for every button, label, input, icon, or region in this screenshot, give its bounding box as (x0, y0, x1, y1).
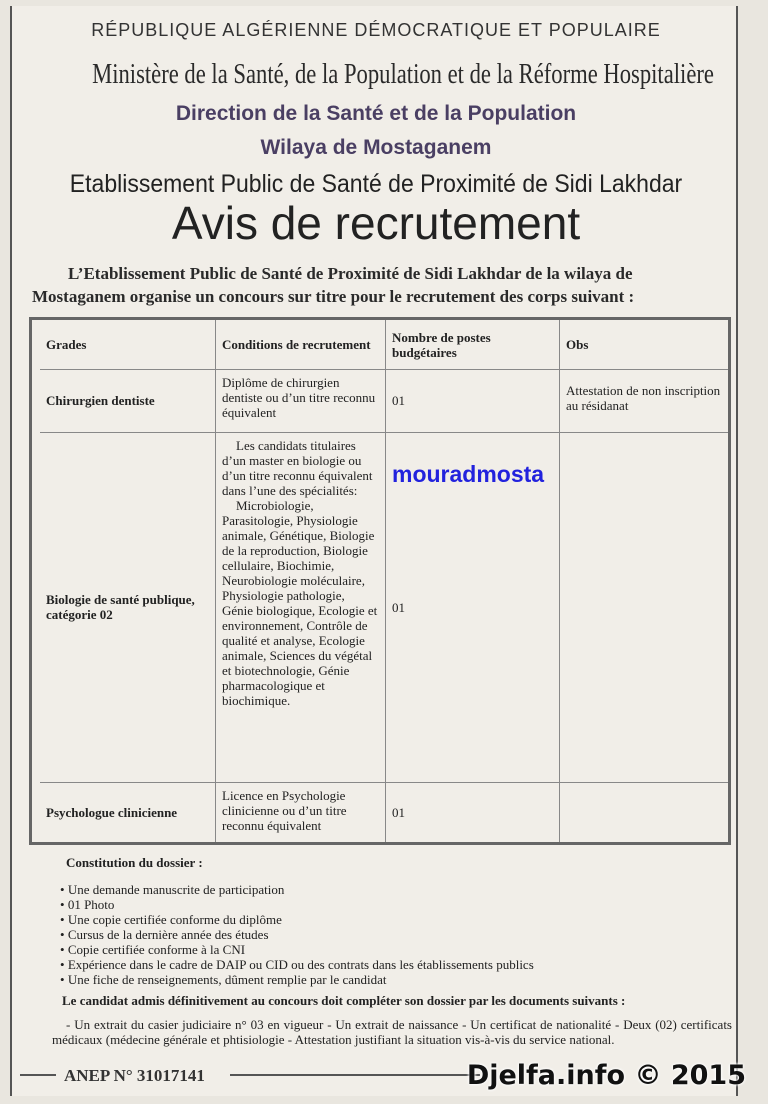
dossier-title: Constitution du dossier : (66, 855, 203, 870)
header-obs: Obs (566, 337, 589, 352)
list-item: • Copie certifiée conforme à la CNI (60, 942, 732, 957)
posts-cell: 01 (386, 369, 560, 432)
page-title: Avis de recrutement (171, 197, 581, 249)
grade-cell: Psychologue clinicienne (40, 782, 216, 842)
divider (20, 1074, 56, 1076)
direction-header: Direction de la Santé et de la Population (175, 102, 577, 125)
documents-text: - Un extrait du casier judiciaire n° 03 en vigueur - Un extrait de naissance - Un certificat de nationalité - Deux (02) certificats médicaux (médecine générale et phtisiologie - Attestation justifiant la situation vis-à-vis du service national. (52, 1017, 732, 1047)
dossier-list (60, 882, 732, 987)
list-item: • Une copie certifiée conforme du diplôme (60, 912, 732, 927)
grade-cell: Biologie de santé publique, catégorie 02 (40, 432, 216, 782)
list-item: • 01 Photo (60, 897, 732, 912)
table-row (40, 369, 728, 433)
conditions-cell: Licence en Psychologie clinicienne ou d’un titre reconnu équivalent (216, 782, 386, 842)
header-grades: Grades (40, 320, 216, 369)
posts-cell: 01 (386, 432, 560, 782)
ministry-header: Ministère de la Santé, de la Population et de la Réforme Hospitalière (92, 58, 714, 90)
republic-header: RÉPUBLIQUE ALGÉRIENNE DÉMOCRATIQUE ET POPULAIRE (91, 20, 661, 40)
anep-reference: ANEP N° 31017141 (64, 1066, 205, 1085)
conditions-cell (216, 432, 386, 782)
wilaya-header: Wilaya de Mostaganem (260, 136, 492, 159)
intro-line-1: L’Etablissement Public de Santé de Proximité de Sidi Lakhdar de la wilaya de (68, 264, 633, 283)
watermark-credit: Djelfa.info © 2015 (466, 1060, 746, 1091)
intro-paragraph (32, 262, 728, 308)
header-posts: Nombre de postes budgétaires (386, 320, 560, 369)
final-note: Le candidat admis définitivement au concours doit compléter son dossier par les documents suivants : (62, 993, 626, 1008)
header-conditions: Conditions de recrutement (216, 320, 386, 369)
watermark-text: mouradmosta (392, 461, 545, 487)
required-documents (52, 1017, 732, 1047)
newspaper-clipping (10, 6, 738, 1096)
intro-line-2: Mostaganem organise un concours sur titre pour le recrutement des corps suivant : (32, 287, 635, 306)
table-row (40, 782, 728, 842)
list-item: • Une fiche de renseignements, dûment remplie par le candidat (60, 972, 732, 987)
table-row (40, 432, 728, 783)
posts-cell: 01 (386, 782, 560, 842)
conditions-cell: Diplôme de chirurgien dentiste ou d’un titre reconnu équivalent (216, 369, 386, 432)
divider (230, 1074, 480, 1076)
list-item: • Cursus de la dernière année des études (60, 927, 732, 942)
grade-cell: Chirurgien dentiste (40, 369, 216, 432)
list-item: • Expérience dans le cadre de DAIP ou CID ou des contrats dans les établissements publics (60, 957, 732, 972)
conditions-intro: Les candidats titulaires d’un master en biologie ou d’un titre reconnu équivalent dans l’une des spécialités: (222, 438, 373, 498)
recruitment-table (29, 317, 731, 845)
obs-cell (560, 782, 728, 842)
establishment-header: Etablissement Public de Santé de Proximité de Sidi Lakhdar (69, 170, 683, 198)
obs-cell: Attestation de non inscription au résidanat (566, 383, 721, 413)
list-item: • Une demande manuscrite de participation (60, 882, 732, 897)
specialities-list: Microbiologie, Parasitologie, Physiologie animale, Génétique, Biologie de la reproduction, Biologie cellulaire, Biochimie, Neurobiologie moléculaire, Physiologie pathologie, Génie biologique, Ecologie et environnement, Contrôle de qualité et analyse, Ecologie animale, Sciences du végétal et biotechnologie, Génie pharmacologique et biochimique. (222, 498, 378, 708)
obs-cell (560, 432, 728, 782)
table-header-row (40, 320, 728, 370)
dossier-section (52, 855, 732, 987)
